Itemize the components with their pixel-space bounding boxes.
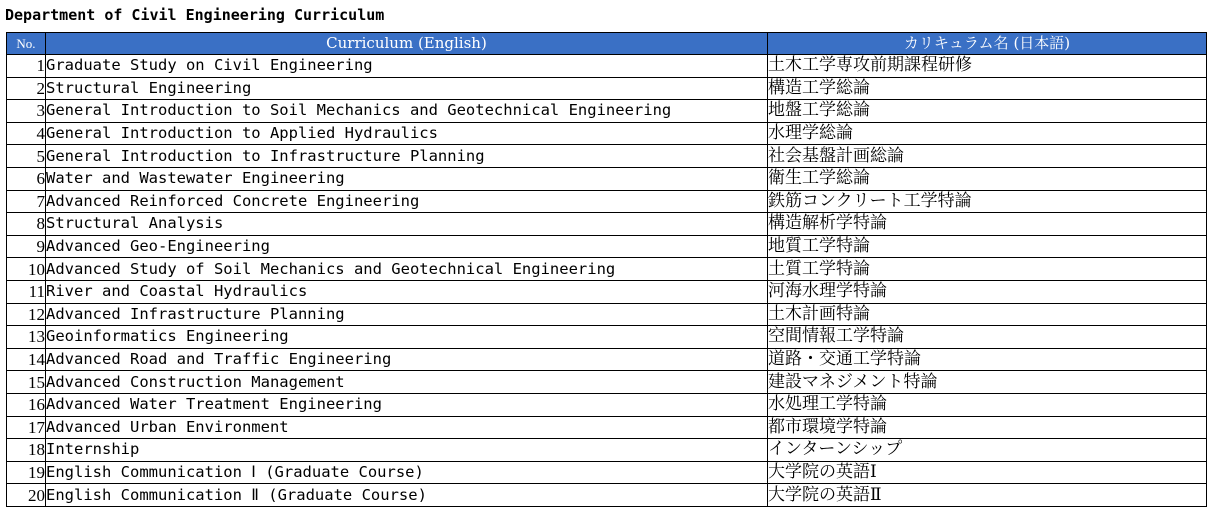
table-row <box>7 439 1207 462</box>
table-row <box>7 55 1207 78</box>
page-title: Department of Civil Engineering Curriculum <box>5 6 385 24</box>
table-row <box>7 416 1207 439</box>
table-row <box>7 145 1207 168</box>
cell-curriculum-english: General Introduction to Soil Mechanics and Geotechnical Engineering <box>46 100 768 123</box>
cell-curriculum-english: Advanced Reinforced Concrete Engineering <box>46 190 768 213</box>
table-row <box>7 461 1207 484</box>
cell-curriculum-english: Structural Engineering <box>46 77 768 100</box>
cell-curriculum-english: General Introduction to Infrastructure Planning <box>46 145 768 168</box>
cell-curriculum-japanese: 土木計画特論 <box>768 303 1207 326</box>
cell-curriculum-english: Graduate Study on Civil Engineering <box>46 55 768 78</box>
cell-number: 2 <box>7 77 46 100</box>
cell-curriculum-english: Advanced Construction Management <box>46 371 768 394</box>
cell-curriculum-english: Structural Analysis <box>46 213 768 236</box>
table-row <box>7 393 1207 416</box>
cell-number: 17 <box>7 416 46 439</box>
cell-number: 4 <box>7 122 46 145</box>
cell-curriculum-english: General Introduction to Applied Hydraulics <box>46 122 768 145</box>
column-header-english: Curriculum (English) <box>46 33 768 55</box>
cell-curriculum-english: English Communication Ⅱ (Graduate Course) <box>46 484 768 507</box>
cell-curriculum-english: Advanced Road and Traffic Engineering <box>46 348 768 371</box>
cell-number: 3 <box>7 100 46 123</box>
table-row <box>7 235 1207 258</box>
cell-curriculum-japanese: 水処理工学特論 <box>768 393 1207 416</box>
cell-number: 1 <box>7 55 46 78</box>
table-body <box>7 55 1207 507</box>
table-row <box>7 348 1207 371</box>
cell-curriculum-japanese: 都市環境学特論 <box>768 416 1207 439</box>
table-row <box>7 484 1207 507</box>
cell-number: 6 <box>7 167 46 190</box>
cell-curriculum-japanese: 土木工学専攻前期課程研修 <box>768 55 1207 78</box>
table-header-row <box>7 33 1207 55</box>
cell-curriculum-japanese: 水理学総論 <box>768 122 1207 145</box>
column-header-japanese: カリキュラム名 (日本語) <box>768 33 1207 55</box>
cell-number: 15 <box>7 371 46 394</box>
cell-curriculum-japanese: 社会基盤計画総論 <box>768 145 1207 168</box>
table-row <box>7 371 1207 394</box>
cell-curriculum-japanese: インターンシップ <box>768 439 1207 462</box>
cell-curriculum-english: Advanced Water Treatment Engineering <box>46 393 768 416</box>
cell-number: 20 <box>7 484 46 507</box>
table-row <box>7 122 1207 145</box>
cell-curriculum-english: Advanced Study of Soil Mechanics and Geotechnical Engineering <box>46 258 768 281</box>
cell-curriculum-english: Advanced Urban Environment <box>46 416 768 439</box>
cell-curriculum-japanese: 構造工学総論 <box>768 77 1207 100</box>
cell-curriculum-english: River and Coastal Hydraulics <box>46 280 768 303</box>
cell-curriculum-english: Geoinformatics Engineering <box>46 326 768 349</box>
cell-number: 18 <box>7 439 46 462</box>
cell-curriculum-japanese: 建設マネジメント特論 <box>768 371 1207 394</box>
table-row <box>7 77 1207 100</box>
cell-number: 14 <box>7 348 46 371</box>
cell-curriculum-japanese: 衛生工学総論 <box>768 167 1207 190</box>
cell-number: 13 <box>7 326 46 349</box>
curriculum-table <box>6 32 1207 507</box>
table-row <box>7 213 1207 236</box>
cell-curriculum-japanese: 構造解析学特論 <box>768 213 1207 236</box>
cell-curriculum-english: Advanced Infrastructure Planning <box>46 303 768 326</box>
cell-curriculum-english: Internship <box>46 439 768 462</box>
cell-number: 10 <box>7 258 46 281</box>
cell-number: 7 <box>7 190 46 213</box>
cell-number: 11 <box>7 280 46 303</box>
cell-curriculum-japanese: 道路・交通工学特論 <box>768 348 1207 371</box>
cell-curriculum-english: Water and Wastewater Engineering <box>46 167 768 190</box>
cell-curriculum-japanese: 大学院の英語Ⅱ <box>768 484 1207 507</box>
cell-number: 19 <box>7 461 46 484</box>
table-row <box>7 190 1207 213</box>
cell-number: 12 <box>7 303 46 326</box>
table-row <box>7 303 1207 326</box>
cell-number: 8 <box>7 213 46 236</box>
table-row <box>7 100 1207 123</box>
table-row <box>7 167 1207 190</box>
table-row <box>7 280 1207 303</box>
cell-number: 9 <box>7 235 46 258</box>
cell-curriculum-japanese: 土質工学特論 <box>768 258 1207 281</box>
cell-curriculum-japanese: 鉄筋コンクリート工学特論 <box>768 190 1207 213</box>
cell-curriculum-english: English Communication Ⅰ (Graduate Course) <box>46 461 768 484</box>
cell-number: 16 <box>7 393 46 416</box>
cell-curriculum-japanese: 大学院の英語Ⅰ <box>768 461 1207 484</box>
column-header-no: No. <box>7 33 46 55</box>
table-row <box>7 326 1207 349</box>
cell-curriculum-english: Advanced Geo-Engineering <box>46 235 768 258</box>
cell-number: 5 <box>7 145 46 168</box>
cell-curriculum-japanese: 空間情報工学特論 <box>768 326 1207 349</box>
table-row <box>7 258 1207 281</box>
cell-curriculum-japanese: 河海水理学特論 <box>768 280 1207 303</box>
cell-curriculum-japanese: 地質工学特論 <box>768 235 1207 258</box>
cell-curriculum-japanese: 地盤工学総論 <box>768 100 1207 123</box>
